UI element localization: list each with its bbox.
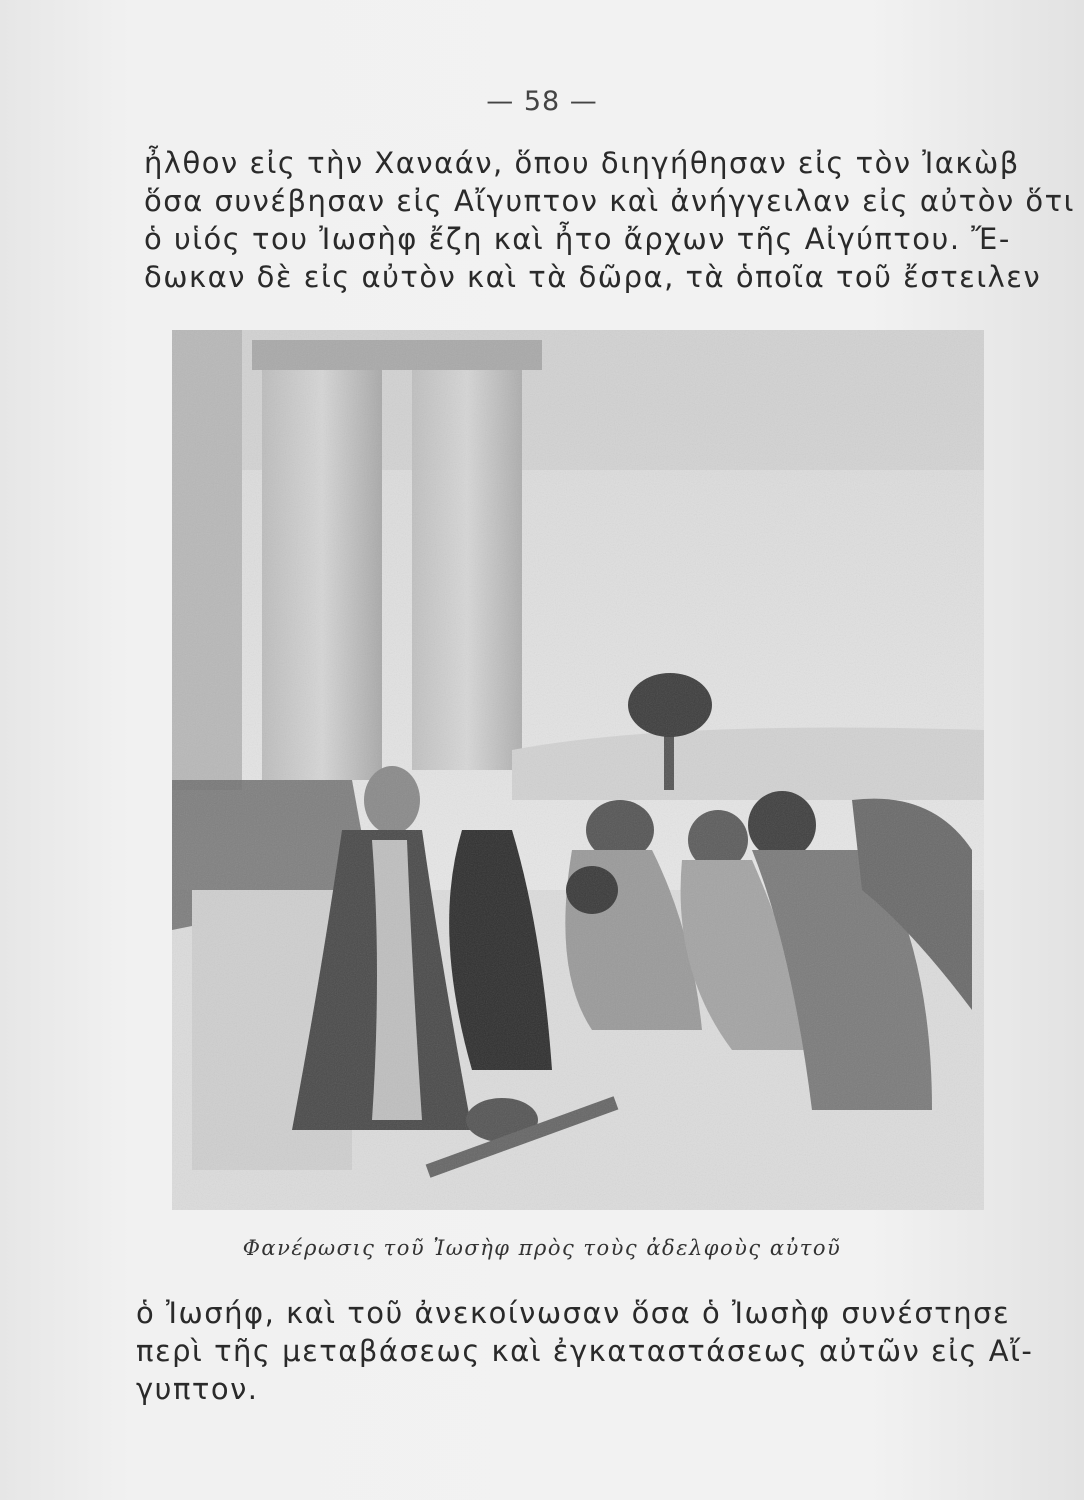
text-line: ἦλθον εἰς τὴν Χαναάν, ὅπου διηγήθησαν εἰς τὸν Ἰακὼβ xyxy=(144,146,1020,180)
text-line: ὁ Ἰωσήφ, καὶ τοῦ ἀνεκοίνωσαν ὅσα ὁ Ἰωσὴφ συνέστησε xyxy=(136,1296,1011,1330)
top-paragraph xyxy=(144,144,1075,296)
engraving-image xyxy=(172,330,984,1210)
illustration-joseph-reveals-himself xyxy=(172,330,984,1210)
bottom-paragraph xyxy=(136,1294,1034,1408)
figure-caption: Φανέρωσις τοῦ Ἰωσὴφ πρὸς τοὺς ἀδελφοὺς αὐτοῦ xyxy=(242,1236,842,1260)
text-line: ὅσα συνέβησαν εἰς Αἴγυπτον καὶ ἀνήγγειλαν εἰς αὐτὸν ὅτι xyxy=(144,184,1075,218)
text-line: δωκαν δὲ εἰς αὐτὸν καὶ τὰ δῶρα, τὰ ὁποῖα τοῦ ἔστειλεν xyxy=(144,260,1042,294)
text-line: γυπτον. xyxy=(136,1372,259,1406)
text-line: περὶ τῆς μεταβάσεως καὶ ἐγκαταστάσεως αὐτῶν εἰς Αἴ- xyxy=(136,1334,1034,1368)
page-number: — 58 — xyxy=(486,86,598,117)
text-line: ὁ υἱός του Ἰωσὴφ ἔζη καὶ ἦτο ἄρχων τῆς Αἰγύπτου. Ἔ- xyxy=(144,222,1011,256)
